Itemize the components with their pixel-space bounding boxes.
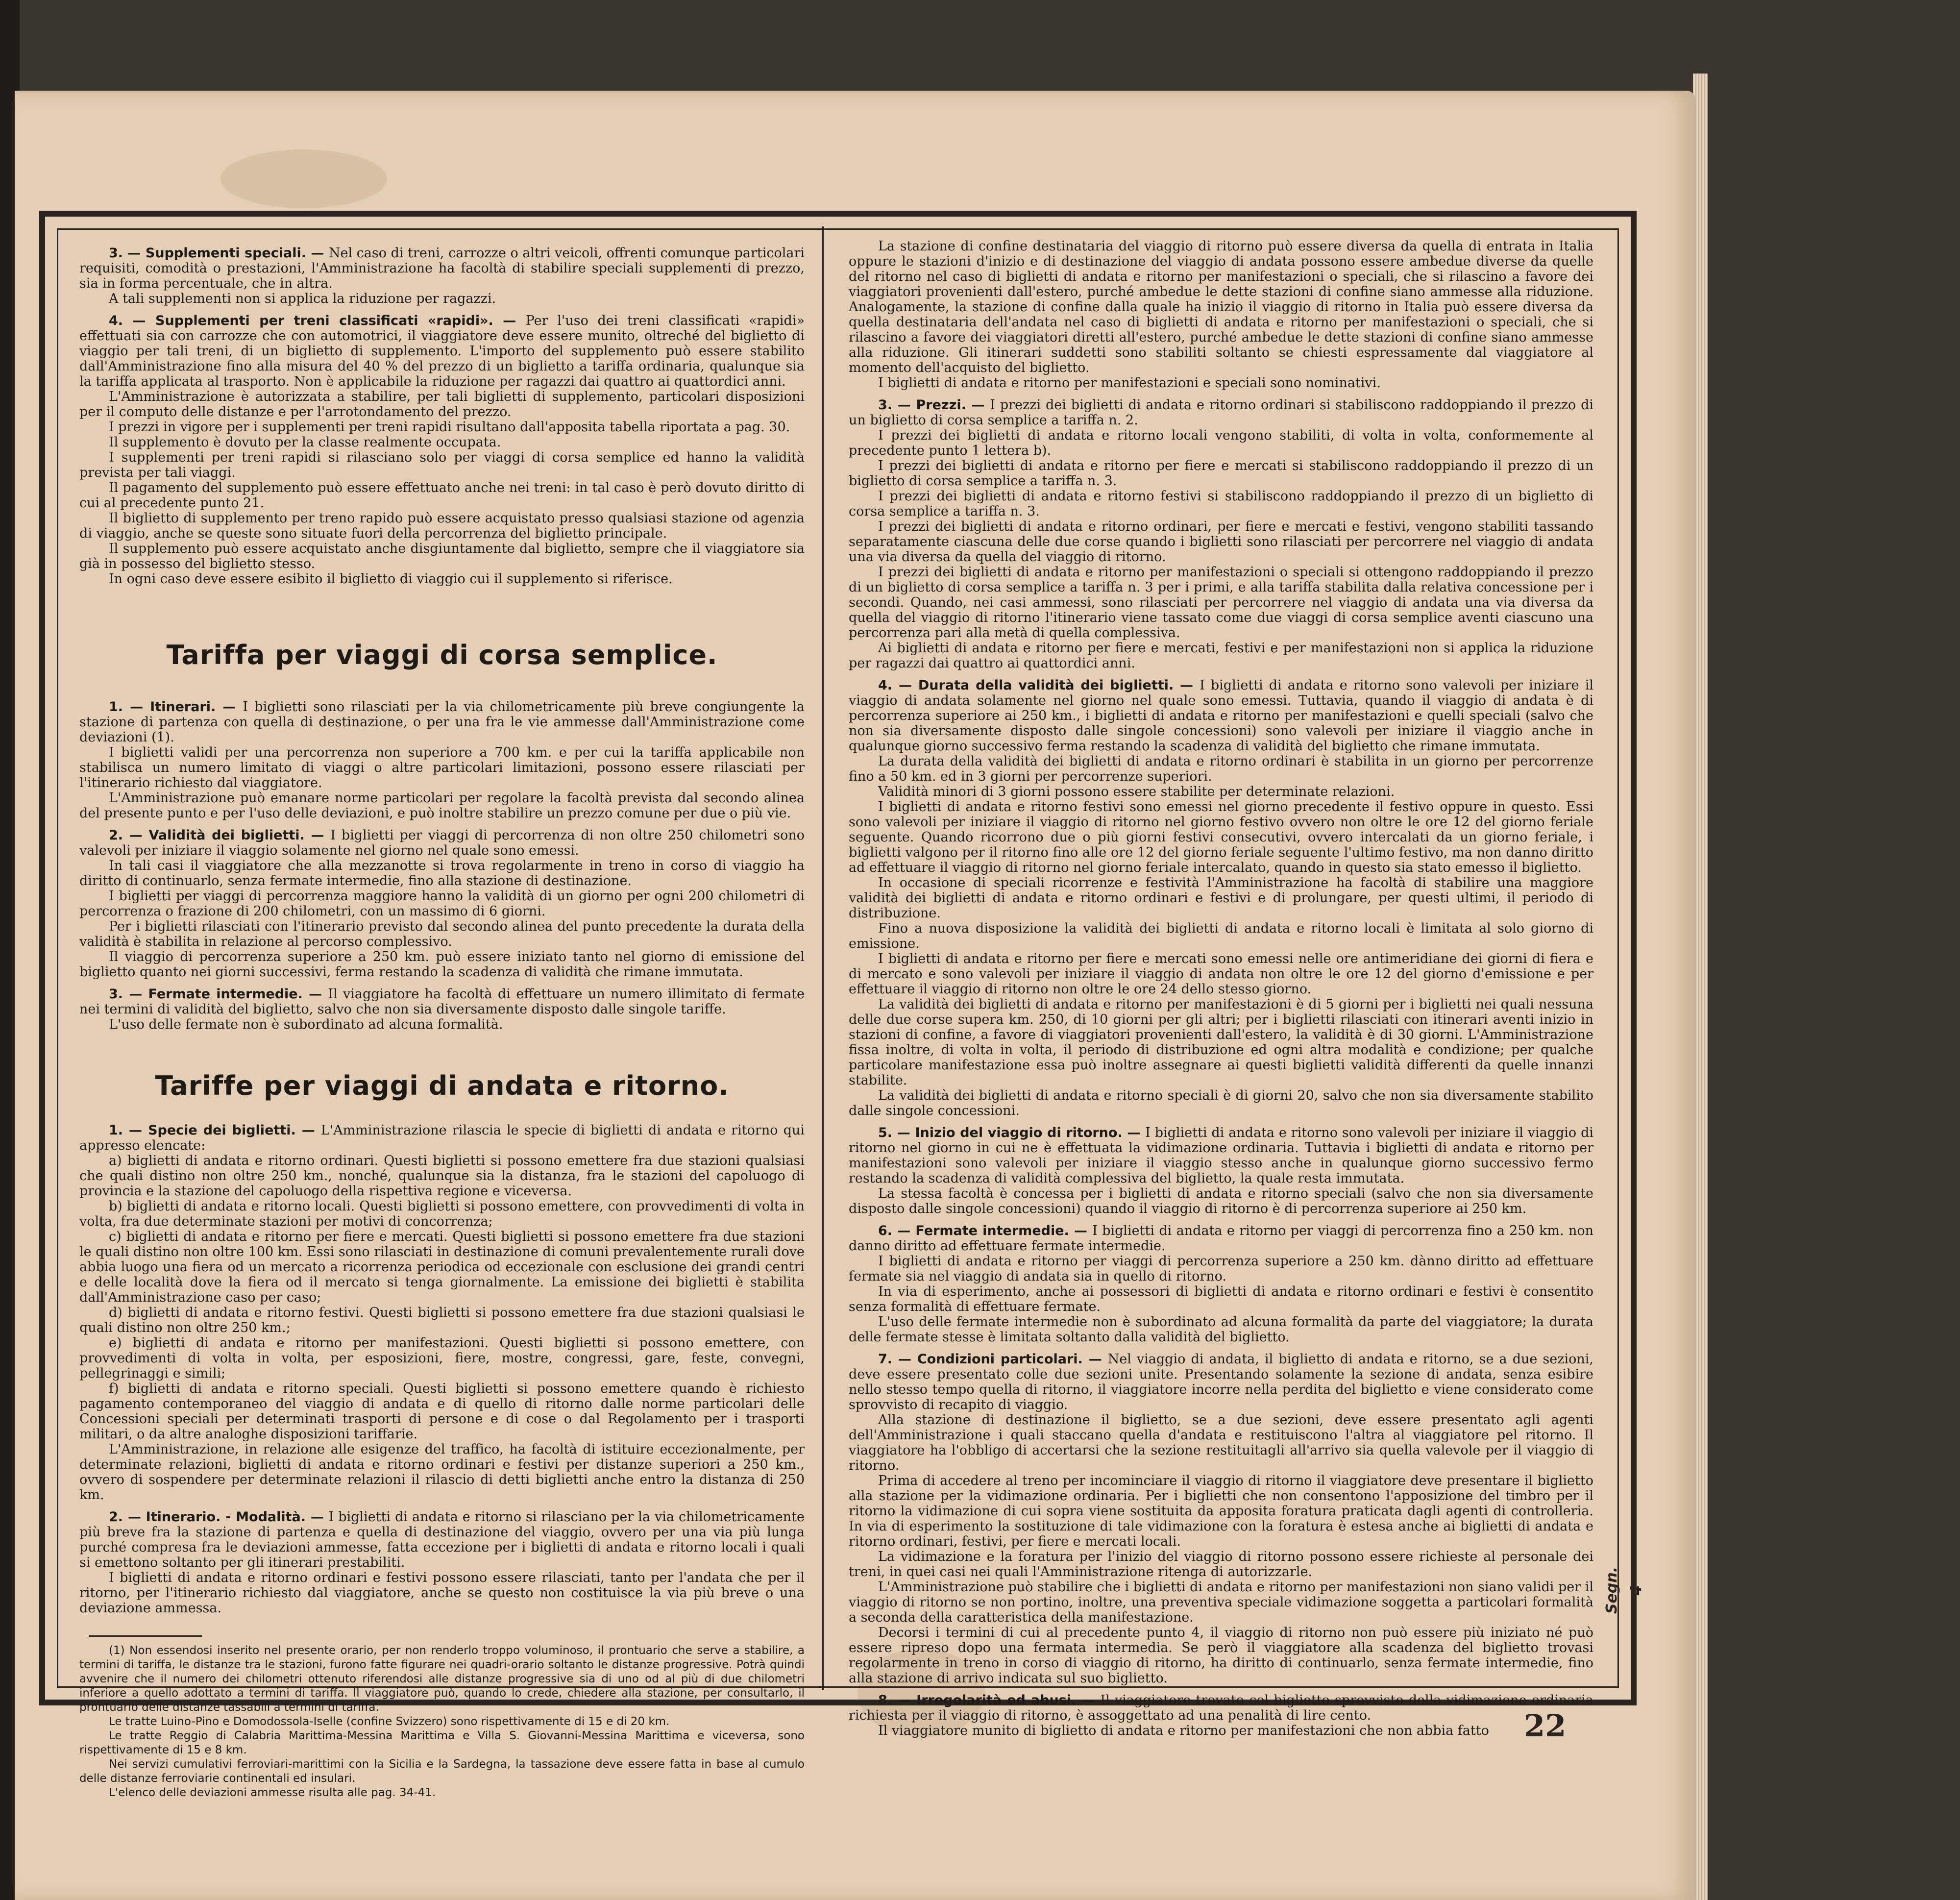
paragraph-text: Per i biglietti rilasciati con l'itinerario previsto dal secondo alinea del punto precedente la durata della validità è stabilita in relazione al percorso complessivo.	[79, 919, 805, 949]
paragraph	[79, 450, 805, 480]
paragraph	[79, 571, 805, 587]
footnotes-block	[79, 1644, 805, 1800]
paragraph	[849, 1473, 1593, 1549]
paragraph-text: Validità minori di 3 giorni possono essere stabilite per determinate relazioni.	[878, 784, 1395, 799]
paragraph	[79, 790, 805, 821]
paragraph-text: I prezzi dei biglietti di andata e ritorno festivi si stabiliscono raddoppiando il prezzo di un biglietto di corsa semplice a tariffa n. 3.	[849, 489, 1593, 519]
paragraph-text: L'Amministrazione rilascia le specie di biglietti di andata e ritorno qui appresso elencate:	[79, 1123, 805, 1153]
paragraph-text: Prima di accedere al treno per incominciare il viaggio di ritorno il viaggiatore deve presentare il biglietto alla stazione per la vidimazione ordinaria. Per i biglietti che non consentono l'apposizione del timbro per il ritorno la vidimazione di cui sopra viene sostituita da apposita foratura praticata dagli agenti di controlleria. In via di esperimento la sostituzione di tale vidimazione con la foratura è estesa anche ai biglietti di andata e ritorno ordinari, festivi, per fiere e mercati locali.	[849, 1473, 1593, 1549]
paragraph	[79, 1509, 805, 1570]
paragraph	[79, 1442, 805, 1503]
paragraph-heading: 3. — Fermate intermedie. —	[109, 987, 328, 1002]
paragraph-text: La validità dei biglietti di andata e ritorno speciali è di giorni 20, salvo che non sia diversamente stabilito dalle singole concessioni.	[849, 1088, 1593, 1118]
paragraph-heading: 1. — Specie dei biglietti. —	[109, 1123, 321, 1138]
paragraph	[849, 519, 1593, 565]
paragraph	[79, 1381, 805, 1442]
paragraph-text: L'uso delle fermate non è subordinato ad alcuna formalità.	[109, 1017, 503, 1032]
paragraph	[79, 858, 805, 888]
supplements-block	[79, 246, 805, 587]
paragraph-text: I biglietti di andata e ritorno per manifestazioni e speciali sono nominativi.	[878, 375, 1381, 391]
paragraph-text: I biglietti di andata e ritorno festivi sono emessi nel giorno precedente il festivo oppure in questo. Essi sono valevoli per iniziare il viaggio di ritorno nel giorno festivo ovvero non oltre le ore 12 del giorno feriale seguente. Quando ricorrono due o più giorni festivi consecutivi, ovvero intercalati da un giorno feriale, i biglietti valgono per il ritorno fino alle ore 12 del giorno feriale seguente l'ultimo festivo, ma non danno diritto ad effettuare il viaggio di ritorno nel giorno feriale intercalato, quando in questo sia stato emesso il biglietto.	[849, 799, 1593, 875]
paragraph-text: A tali supplementi non si applica la riduzione per ragazzi.	[109, 291, 496, 306]
paragraph-heading: 2. — Validità dei biglietti. —	[109, 828, 331, 843]
paragraph-text: I supplementi per treni rapidi si rilasciano solo per viaggi di corsa semplice ed hanno la validità prevista per tali viaggi.	[79, 450, 805, 480]
paragraph	[79, 949, 805, 980]
paragraph-text: Alla stazione di destinazione il biglietto, se a due sezioni, deve essere presentato agli agenti dell'Amministrazione i quali staccano quella d'andata e restituiscono l'altra al viaggiatore pel ritorno. Il viaggiatore ha l'obbligo di accertarsi che la sezione restituitagli all'arrivo sia quella valevole per il viaggio di ritorno.	[849, 1412, 1593, 1473]
footnote: L'elenco delle deviazioni ammesse risulta alle pag. 34-41.	[109, 1786, 436, 1799]
paragraph-text: L'Amministrazione, in relazione alle esigenze del traffico, ha facoltà di istituire eccezionalmente, per determinate relazioni, biglietti di andata e ritorno ordinari e festivi per distanze superiori a 250 km., ovvero di sospendere per determinate relazioni il rilascio di detti biglietti anche entro la distanza di 250 km.	[79, 1442, 805, 1503]
paragraph-heading: 3. — Supplementi speciali. —	[109, 246, 329, 261]
paragraph	[79, 1199, 805, 1229]
paragraph-text: Il viaggiatore ha facoltà di effettuare un numero illimitato di fermate nei termini di validità del biglietto, salvo che non sia diversamente disposto dalle singole tariffe.	[79, 987, 805, 1017]
paragraph-text: La vidimazione e la foratura per l'inizio del viaggio di ritorno possono essere richieste al personale dei treni, in quei casi nei quali l'Amministrazione ritenga di autorizzarle.	[849, 1549, 1593, 1579]
paragraph-text: Nel viaggio di andata, il biglietto di andata e ritorno, se a due sezioni, deve essere presentato colle due sezioni unite. Presentando solamente la sezione di andata, senza esibire nello stesso tempo quella di ritorno, il viaggiatore incorre nella perdita del biglietto e viene considerato come sprovvisto di recapito di viaggio.	[849, 1352, 1593, 1412]
page-number: 22	[1524, 1708, 1567, 1744]
paragraph	[79, 291, 805, 306]
paragraph	[849, 1579, 1593, 1625]
paragraph-text: Fino a nuova disposizione la validità dei biglietti di andata e ritorno locali è limitata al solo giorno di emissione.	[849, 921, 1593, 951]
paragraph-text: Per l'uso dei treni classificati «rapidi» effettuati sia con carrozze che con automotrici, il viaggiatore deve essere munito, oltreché del biglietto di viaggio per tali treni, di un biglietto di supplemento. L'importo del supplemento può essere stabilito dall'Amministrazione fino alla misura del 40 % del prezzo di un biglietto a tariffa ordinaria, qualunque sia la tariffa applicata al trasporto. Non è applicabile la riduzione per ragazzi dai quattro ai quattordici anni.	[79, 313, 805, 389]
paragraph-text: L'uso delle fermate intermedie non è subordinato ad alcuna formalità da parte del viaggiatore; la durata delle fermate stesse è limitata soltanto dalla validità del biglietto.	[849, 1314, 1593, 1345]
paragraph	[849, 754, 1593, 784]
paragraph	[79, 987, 805, 1017]
paragraph-text: e) biglietti di andata e ritorno per manifestazioni. Questi biglietti si possono emettere, con provvedimenti di volta in volta, per esposizioni, fiere, mostre, congressi, gare, feste, convegni, pellegrinaggi e simili;	[79, 1335, 805, 1381]
paragraph-text: I biglietti di andata e ritorno sono valevoli per iniziare il viaggio di andata solamente nel giorno nel quale sono emessi. Tuttavia, quando il viaggio di andata è di percorrenza superiore ai 250 km., i biglietti di andata e ritorno per manifestazioni e quelli speciali (salvo che non sia diversamente disposto dalle singole concessioni) sono valevoli per iniziare il viaggio anche in qualunque giorno successivo ferma restando la scadenza di validità del biglietto che rimane immutata.	[849, 678, 1593, 754]
paragraph-heading: 1. — Itinerari. —	[109, 699, 243, 715]
paragraph	[849, 784, 1593, 799]
paragraph-text: L'Amministrazione può emanare norme particolari per regolare la facoltà prevista dal secondo alinea del presente punto e per l'uso delle deviazioni, e può inoltre stabilire un prezzo comune per due o più vie.	[79, 790, 805, 821]
paragraph	[79, 313, 805, 389]
paragraph-text: I prezzi dei biglietti di andata e ritorno ordinari si stabiliscono raddoppiando il prezzo di un biglietto di corsa semplice a tariffa n. 2.	[849, 397, 1593, 428]
paragraph-text: I biglietti di andata e ritorno si rilasciano per la via chilometricamente più breve fra la stazione di partenza e quella di destinazione del viaggio, ovvero per una via più lunga purché compresa fra le deviazioni ammesse, fatta eccezione per i biglietti di andata e ritorno locali i quali si emettono soltanto per gli itinerari prestabiliti.	[79, 1509, 805, 1570]
paragraph-text: I prezzi dei biglietti di andata e ritorno locali vengono stabiliti, di volta in volta, conformemente al precedente punto 1 lettera b).	[849, 428, 1593, 458]
paragraph	[849, 489, 1593, 519]
paragraph-text: In ogni caso deve essere esibito il biglietto di viaggio cui il supplemento si riferisce.	[109, 571, 673, 587]
paragraph	[849, 875, 1593, 921]
footnote: Nei servizi cumulativi ferroviari-marittimi con la Sicilia e la Sardegna, la tassazione deve essere fatta in base al cumulo delle distanze ferroviarie continentali ed insulari.	[79, 1758, 805, 1785]
paragraph-text: f) biglietti di andata e ritorno speciali. Questi biglietti si possono emettere quando è richiesto pagamento contemporaneo del viaggio di andata e di quello di ritorno dalle norme particolari delle Concessioni speciali per determinati trasporti di persone e di cose o dal Regolamento per i trasporti militari, o da altre analoghe disposizioni tariffarie.	[79, 1381, 805, 1442]
paragraph	[849, 1549, 1593, 1579]
paragraph-text: La stessa facoltà è concessa per i biglietti di andata e ritorno speciali (salvo che non sia diversamente disposto dalle singole concessioni) quando il viaggio di ritorno è di percorrenza superiore ai 250 km.	[849, 1186, 1593, 1216]
paragraph-text: I biglietti di andata e ritorno per viaggi di percorrenza fino a 250 km. non danno diritto ad effettuare fermate intermedie.	[849, 1223, 1593, 1254]
signature-mark: Segn. 4	[1603, 1566, 1645, 1614]
paragraph	[79, 888, 805, 919]
paragraph-text: Il supplemento è dovuto per la classe realmente occupata.	[109, 435, 501, 450]
paragraph	[79, 480, 805, 511]
paragraph-text: I biglietti di andata e ritorno ordinari e festivi possono essere rilasciati, tanto per l'andata che per il ritorno, per l'itinerario richiesto dal viaggiatore, anche se questo non costituisce la via più breve o una deviazione ammessa.	[79, 1570, 805, 1616]
footnote: Le tratte Luino-Pino e Domodossola-Iselle (confine Svizzero) sono rispettivamente di 15 e di 20 km.	[109, 1715, 670, 1728]
column-divider	[822, 226, 824, 1690]
paragraph-text: L'Amministrazione è autorizzata a stabilire, per tali biglietti di supplemento, particolari disposizioni per il computo delle distanze e per l'arrotondamento del prezzo.	[79, 389, 805, 419]
paragraph-text: I prezzi in vigore per i supplementi per treni rapidi risultano dall'apposita tabella riportata a pag. 30.	[109, 419, 790, 435]
paragraph	[849, 1254, 1593, 1284]
paragraph	[849, 1088, 1593, 1118]
footnote-rule	[89, 1635, 202, 1637]
paragraph	[849, 1723, 1593, 1738]
paragraph-heading: 7. — Condizioni particolari. —	[878, 1352, 1108, 1367]
paragraph-text: a) biglietti di andata e ritorno ordinari. Questi biglietti si possono emettere fra due stazioni qualsiasi che quali distino non oltre 250 km., nonché, qualunque sia la distanza, fra le stazioni del capoluogo di provincia e la stazione del capoluogo della rispettiva regione e viceversa.	[79, 1153, 805, 1199]
paragraph	[849, 641, 1593, 671]
left-column	[79, 239, 805, 1799]
paragraph	[849, 1352, 1593, 1412]
paragraph	[849, 397, 1593, 428]
paragraph-text: I biglietti per viaggi di percorrenza maggiore hanno la validità di un giorno per ogni 200 chilometri di percorrenza o frazione di 200 chilometri, con un massimo di 6 giorni.	[79, 888, 805, 919]
paragraph-text: Il viaggio di percorrenza superiore a 250 km. può essere iniziato tanto nel giorno di emissione del biglietto quanto nei giorni successivi, ferma restando la scadenza di validità che rimane immutata.	[79, 949, 805, 980]
paragraph	[849, 458, 1593, 489]
paragraph	[79, 1335, 805, 1381]
paragraph	[849, 1412, 1593, 1473]
paragraph-text: I biglietti sono rilasciati per la via chilometricamente più breve congiungente la stazione di partenza con quella di destinazione, o per una fra le vie ammesse dall'Amministrazione come deviazioni (1).	[79, 699, 805, 745]
paragraph-text: d) biglietti di andata e ritorno festivi. Questi biglietti si possono emettere fra due stazioni qualsiasi le quali distino non oltre 250 km.;	[79, 1305, 805, 1335]
paragraph-text: Il biglietto di supplemento per treno rapido può essere acquistato presso qualsiasi stazione od agenzia di viaggio, anche se queste sono situate fuori della percorrenza del biglietto principale.	[79, 511, 805, 541]
paragraph-text: c) biglietti di andata e ritorno per fiere e mercati. Questi biglietti si possono emettere fra due stazioni le quali distino non oltre 100 km. Essi sono rilasciati in destinazione di comuni prevalentemente rurali dove abbia luogo una fiera od un mercato a ricorrenza periodica od eccezionale con esclusione dei grandi centri e delle località dove la fiera od il mercato si tenga giornalmente. La emissione dei biglietti è stabilita dall'Amministrazione caso per caso;	[79, 1229, 805, 1305]
paragraph	[849, 239, 1593, 375]
return-trip-continued-block	[849, 239, 1593, 1738]
paragraph-heading: 8. — Irregolarità ed abusi. —	[878, 1693, 1101, 1708]
return-trip-block	[79, 1123, 805, 1616]
paragraph	[849, 1186, 1593, 1216]
paragraph-text: I prezzi dei biglietti di andata e ritorno per manifestazioni o speciali si ottengono raddoppiando il prezzo di un biglietto di corsa semplice a tariffa n. 3 per i primi, e alla tariffa stabilita dalla relativa concessione per i secondi. Quando, nei casi ammessi, sono rilasciati per percorrere nel viaggio di andata una via diversa da quella del viaggio di ritorno l'itinerario viene tassato come due viaggi di corsa semplice aventi ciascuno una percorrenza pari alla metà di quella complessiva.	[849, 565, 1593, 641]
paragraph	[849, 428, 1593, 458]
paragraph	[849, 565, 1593, 641]
paragraph-text: Nel caso di treni, carrozze o altri veicoli, offrenti comunque particolari requisiti, comodità o prestazioni, l'Amministrazione ha facoltà di stabilire speciali supplementi di prezzo, sia in forma percentuale, che in altra.	[79, 246, 805, 291]
paragraph-text: In occasione di speciali ricorrenze e festività l'Amministrazione ha facoltà di stabilire una maggiore validità dei biglietti di andata e ritorno ordinari e festivi e di prolungare, per questi ultimi, il periodo di distribuzione.	[849, 875, 1593, 921]
paragraph	[849, 1314, 1593, 1345]
paragraph	[79, 745, 805, 790]
paragraph-text: I biglietti validi per una percorrenza non superiore a 700 km. e per cui la tariffa applicabile non stabilisca un numero limitato di viaggi o altre particolari limitazioni, possono essere rilasciati per l'itinerario richiesto dal viaggiatore.	[79, 745, 805, 790]
paragraph	[849, 1625, 1593, 1686]
paragraph-text: I biglietti di andata e ritorno per fiere e mercati sono emessi nelle ore antimeridiane dei giorni di fiera e di mercato e sono valevoli per iniziare il viaggio di andata non oltre le ore 12 del giorno d'emissione e per effettuare il viaggio di ritorno non oltre le ore 24 dello stesso giorno.	[849, 951, 1593, 997]
paragraph	[849, 951, 1593, 997]
paragraph	[849, 921, 1593, 951]
paragraph	[849, 1125, 1593, 1186]
paragraph	[79, 1153, 805, 1199]
section-title-single-trip: Tariffa per viaggi di corsa semplice.	[166, 640, 718, 670]
paragraph	[79, 246, 805, 291]
paragraph-text: I biglietti per viaggi di percorrenza di non oltre 250 chilometri sono valevoli per iniziare il viaggio solamente nel giorno nel quale sono emessi.	[79, 828, 805, 858]
paragraph	[849, 678, 1593, 754]
paragraph	[79, 919, 805, 949]
paragraph-heading: 6. — Fermate intermedie. —	[878, 1223, 1093, 1238]
paragraph-text: I prezzi dei biglietti di andata e ritorno per fiere e mercati si stabiliscono raddoppiando il prezzo di un biglietto di corsa semplice a tariffa n. 3.	[849, 458, 1593, 489]
footnote: (1) Non essendosi inserito nel presente orario, per non renderlo troppo voluminoso, il prontuario che serve a stabilire, a termini di tariffa, le distanze tra le stazioni, furono fatte figurare nei quadri-orario soltanto le distanze progressive. Potrà quindi avvenire che il numero dei chilometri ottenuto riferendosi alle distanze progressive sia di uno od al più di due chilometri inferiore a quello adottato a termini di tariffa. Il viaggiatore può, quando lo crede, chiedere alla stazione, per consultarlo, il prontuario delle distanze tassabili a termini di tariffa.	[79, 1644, 805, 1714]
paragraph	[849, 1284, 1593, 1314]
paragraph-text: I biglietti di andata e ritorno sono valevoli per iniziare il viaggio di ritorno nel giorno in cui ne è effettuata la vidimazione ordinaria. Tuttavia i biglietti di andata e ritorno per manifestazioni sono valevoli per iniziare il viaggio stesso anche in qualunque giorno successivo fermo restando la scadenza di validità complessiva del biglietto, la quale resta immutata.	[849, 1125, 1593, 1186]
footnote: Le tratte Reggio di Calabria Marittima-Messina Marittima e Villa S. Giovanni-Messina Marittima e viceversa, sono rispettivamente di 15 e 8 km.	[79, 1729, 805, 1756]
paragraph	[79, 828, 805, 858]
paragraph	[79, 1017, 805, 1032]
paragraph-heading: 4. — Supplementi per treni classificati «rapidi». —	[109, 313, 526, 328]
paragraph	[79, 389, 805, 419]
paragraph-text: Il viaggiatore trovato col biglietto sprovvisto della vidimazione ordinaria richiesta per il viaggio di ritorno, è assoggettato ad una penalità di lire cento.	[849, 1693, 1593, 1723]
paragraph-text: In via di esperimento, anche ai possessori di biglietti di andata e ritorno ordinari e festivi è consentito senza formalità di effettuare fermate.	[849, 1284, 1593, 1314]
paper-stain	[220, 149, 387, 208]
paragraph	[79, 541, 805, 571]
paragraph-text: I biglietti di andata e ritorno per viaggi di percorrenza superiore a 250 km. dànno diritto ad effettuare fermate sia nel viaggio di andata sia in quello di ritorno.	[849, 1254, 1593, 1284]
paragraph-text: I prezzi dei biglietti di andata e ritorno ordinari, per fiere e mercati e festivi, vengono stabiliti tassando separatamente ciascuna delle due corse quando i biglietti sono rilasciati per percorrere nel viaggio di andata una via diversa da quella del viaggio di ritorno.	[849, 519, 1593, 565]
paragraph	[79, 1123, 805, 1153]
paragraph	[79, 1229, 805, 1305]
paragraph	[79, 699, 805, 745]
paragraph-heading: 5. — Inizio del viaggio di ritorno. —	[878, 1125, 1146, 1140]
paragraph-text: In tali casi il viaggiatore che alla mezzanotte si trova regolarmente in treno in corso di viaggio ha diritto di continuarlo, senza fermate intermedie, fino alla stazione di destinazione.	[79, 858, 805, 888]
paragraph-text: Il supplemento può essere acquistato anche disgiuntamente dal biglietto, sempre che il viaggiatore sia già in possesso del biglietto stesso.	[79, 541, 805, 571]
paragraph	[849, 1693, 1593, 1723]
paragraph	[849, 997, 1593, 1088]
paragraph-text: L'Amministrazione può stabilire che i biglietti di andata e ritorno per manifestazioni non siano validi per il viaggio di ritorno se non portino, inoltre, una preventiva speciale vidimazione soggetta a particolari formalità a seconda della caratteristica della manifestazione.	[849, 1579, 1593, 1625]
paragraph-text: Decorsi i termini di cui al precedente punto 4, il viaggio di ritorno non può essere più iniziato né può essere ripreso dopo una fermata intermedia. Se però il viaggiatore alla scadenza del biglietto trovasi regolarmente in treno in corso di viaggio di ritorno, ha diritto di continuarlo, senza fermate intermedie, fino alla stazione di arrivo indicata sul suo biglietto.	[849, 1625, 1593, 1686]
paragraph	[849, 375, 1593, 391]
paragraph-text: La durata della validità dei biglietti di andata e ritorno ordinari è stabilita in un giorno per percorrenze fino a 50 km. ed in 3 giorni per percorrenze superiori.	[849, 754, 1593, 784]
paragraph	[79, 435, 805, 450]
paragraph	[79, 419, 805, 435]
paragraph-heading: 2. — Itinerario. - Modalità. —	[109, 1509, 329, 1525]
paragraph-text: La validità dei biglietti di andata e ritorno per manifestazioni è di 5 giorni per i biglietti nei quali nessuna delle due corse supera km. 250, di 10 giorni per gli altri; per i biglietti rilasciati con itinerari aventi inizio in stazioni di confine, a favore di viaggiatori provenienti dall'estero, la validità è di 30 giorni. L'Amministrazione fissa inoltre, di volta in volta, il periodo di distribuzione ed ogni altra modalità e condizione; per qualche particolare manifestazione essa può inoltre assegnare ai questi biglietti validità differenti da quelle innanzi stabilite.	[849, 997, 1593, 1088]
single-trip-block	[79, 699, 805, 1032]
paragraph	[79, 1570, 805, 1616]
section-title-return-trip: Tariffe per viaggi di andata e ritorno.	[155, 1070, 729, 1101]
paragraph-heading: 3. — Prezzi. —	[878, 397, 990, 413]
paragraph	[849, 1223, 1593, 1254]
paragraph-text: Ai biglietti di andata e ritorno per fiere e mercati, festivi e per manifestazioni non si applica la riduzione per ragazzi dai quattro ai quattordici anni.	[849, 641, 1593, 671]
paragraph-text: La stazione di confine destinataria del viaggio di ritorno può essere diversa da quella di entrata in Italia oppure le stazioni d'inizio e di destinazione del viaggio di andata possono essere ambedue diverse da quelle del ritorno nel caso di biglietti di andata e ritorno per manifestazioni o speciali, che si rilascino a favore dei viaggiatori provenienti dall'estero, purché ambedue le dette stazioni di confine siano ammesse alla riduzione. Analogamente, la stazione di confine dalla quale ha inizio il viaggio di ritorno in Italia può essere diversa da quella destinataria dell'andata nel caso di biglietti di andata e ritorno per manifestazioni o speciali, che si rilascino a favore dei viaggiatori diretti all'estero, purché ambedue le dette stazioni di confine siano ammesse alla riduzione. Gli itinerari suddetti sono stabiliti soltanto se chiesti espressamente dal viaggiatore al momento dell'acquisto del biglietto.	[849, 239, 1593, 375]
paragraph-text: Il viaggiatore munito di biglietto di andata e ritorno per manifestazioni che non abbia fatto	[878, 1723, 1489, 1738]
paragraph-text: Il pagamento del supplemento può essere effettuato anche nei treni: in tal caso è però dovuto diritto di cui al precedente punto 21.	[79, 480, 805, 511]
paragraph	[79, 511, 805, 541]
paragraph-text: b) biglietti di andata e ritorno locali. Questi biglietti si possono emettere, con provvedimenti di volta in volta, fra due determinate stazioni per motivi di concorrenza;	[79, 1199, 805, 1229]
paragraph	[79, 1305, 805, 1335]
paragraph	[849, 799, 1593, 875]
paragraph-heading: 4. — Durata della validità dei biglietti. —	[878, 678, 1200, 693]
